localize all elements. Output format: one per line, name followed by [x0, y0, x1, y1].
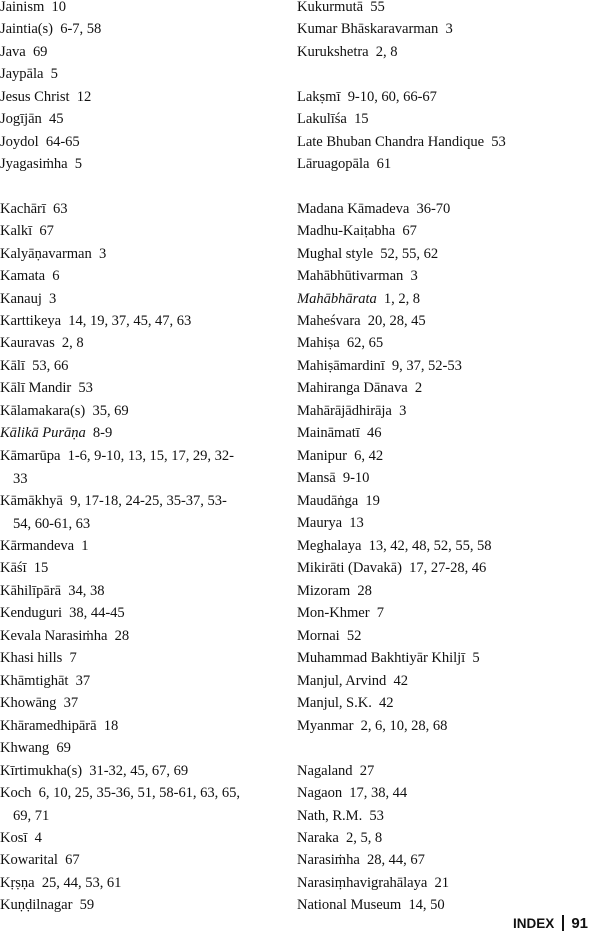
- index-entry: Kowarital 67: [0, 852, 80, 868]
- index-entry: Lāruagopāla 61: [297, 156, 392, 172]
- index-entry: Mahiranga Dānava 2: [297, 380, 423, 396]
- index-entry: Koch 6, 10, 25, 35-36, 51, 58-61, 63, 65, 69, 71: [0, 785, 240, 824]
- index-entry: Muhammad Bakhtiyār Khiljī 5: [297, 650, 480, 666]
- index-entry: Mikirāti (Davakā) 17, 27-28, 46: [297, 560, 487, 576]
- index-entry: Kevala Narasiṁha 28: [0, 628, 130, 644]
- index-entry: Madana Kāmadeva 36-70: [297, 201, 451, 217]
- index-entry: Kalyāṇavarman 3: [0, 246, 107, 262]
- page-footer: [513, 915, 588, 932]
- index-entry: Manipur 6, 42: [297, 448, 384, 464]
- index-entry: Kachārī 63: [0, 201, 68, 217]
- index-entry: Mahiṣa 62, 65: [297, 335, 384, 351]
- index-entry: Kurukshetra 2, 8: [297, 43, 398, 60]
- index-entry: Joydol 64-65: [0, 134, 80, 150]
- index-entry: Maheśvara 20, 28, 45: [297, 313, 426, 329]
- index-entry: Narasiṁha 28, 44, 67: [297, 852, 425, 868]
- footer-divider: [562, 915, 564, 931]
- index-entry: Kenduguri 38, 44-45: [0, 605, 125, 621]
- index-entry: Kīrtimukha(s) 31-32, 45, 67, 69: [0, 763, 189, 779]
- index-entry: Java 69: [0, 43, 48, 60]
- index-entry: Kālī Mandir 53: [0, 380, 93, 396]
- index-entry: Kāmarūpa 1-6, 9-10, 13, 15, 17, 29, 32- 33: [0, 448, 234, 487]
- index-entry: Nath, R.M. 53: [297, 808, 384, 824]
- index-entry: Naraka 2, 5, 8: [297, 830, 383, 846]
- index-entry: Jyagasiṁha 5: [0, 156, 83, 172]
- index-entry: Mon-Khmer 7: [297, 605, 384, 621]
- index-entry: National Museum 14, 50: [297, 897, 445, 913]
- index-entry: Lakulīśa 15: [297, 111, 369, 127]
- index-entry: Jesus Christ 12: [0, 89, 92, 105]
- index-entry: Mizoram 28: [297, 583, 372, 599]
- index-entry: Manjul, Arvind 42: [297, 673, 408, 689]
- index-entry: Jogījān 45: [0, 111, 64, 127]
- index-entry: Kāśī 15: [0, 560, 49, 576]
- index-entry: Khāmtighāt 37: [0, 673, 91, 689]
- page-number: 91: [571, 915, 588, 932]
- index-entry: Jaintia(s) 6-7, 58: [0, 21, 102, 37]
- index-entry: Mahārājādhirāja 3: [297, 403, 407, 419]
- index-entry: Kāmākhyā 9, 17-18, 24-25, 35-37, 53- 54, 60-61, 63: [0, 493, 227, 532]
- index-entry: Nagaland 27: [297, 763, 375, 779]
- index-entry: Kṛṣṇa 25, 44, 53, 61: [0, 875, 122, 891]
- index-entry: Kārmandeva 1: [0, 538, 89, 554]
- index-entry: Khwang 69: [0, 740, 71, 756]
- index-entry: Kāhilīpārā 34, 38: [0, 583, 105, 599]
- index-entry: Kamata 6: [0, 268, 60, 284]
- index-entry: Nagaon 17, 38, 44: [297, 785, 408, 801]
- index-entry: Kanauj 3: [0, 291, 57, 307]
- index-entry: Kalkī 67: [0, 223, 54, 239]
- index-entry: Mahiṣāmardinī 9, 37, 52-53: [297, 358, 462, 374]
- index-entry: Khasi hills 7: [0, 650, 77, 666]
- index-entry: Khāramedhipārā 18: [0, 718, 119, 734]
- index-entry: Mahābhārata 1, 2, 8: [297, 291, 421, 307]
- index-entry: Madhu-Kaiṭabha 67: [297, 223, 417, 239]
- index-entry: Narasiṃhavigrahālaya 21: [297, 875, 449, 891]
- index-entry: Kumar Bhāskaravarman 3: [297, 21, 453, 37]
- index-entry: Mughal style 52, 55, 62: [297, 246, 439, 262]
- index-entry: Mansā 9-10: [297, 470, 370, 486]
- index-entry: Maināmatī 46: [297, 425, 382, 441]
- index-entry: Late Bhuban Chandra Handique 53: [297, 134, 506, 150]
- index-entry: Kuṇḍilnagar 59: [0, 897, 95, 913]
- index-entry: Kosī 4: [0, 830, 42, 846]
- index-entry: Meghalaya 13, 42, 48, 52, 55, 58: [297, 538, 492, 554]
- index-entry: Jaypāla 5: [0, 66, 58, 82]
- index-entry: Mornai 52: [297, 628, 362, 644]
- index-entry: Mahābhūtivarman 3: [297, 268, 418, 284]
- index-entry: Karttikeya 14, 19, 37, 45, 47, 63: [0, 313, 192, 329]
- index-entry: Myanmar 2, 6, 10, 28, 68: [297, 718, 448, 734]
- index-entry: Kālī 53, 66: [0, 358, 69, 374]
- index-entry: Kālamakara(s) 35, 69: [0, 403, 129, 419]
- index-entry: Kauravas 2, 8: [0, 335, 84, 351]
- index-entry: Maurya 13: [297, 515, 364, 531]
- index-entry: Kukurmutā 55: [297, 0, 385, 15]
- index-entry: Jainism 10: [0, 0, 66, 15]
- index-entry: Lakṣmī 9-10, 60, 66-67: [297, 89, 437, 105]
- index-entry: Manjul, S.K. 42: [297, 695, 394, 711]
- index-entry: Khowāng 37: [0, 695, 79, 711]
- section-label: INDEX: [513, 916, 555, 931]
- index-entry: Kālikā Purāṇa 8-9: [0, 425, 113, 441]
- index-entry: Maudāṅga 19: [297, 493, 380, 509]
